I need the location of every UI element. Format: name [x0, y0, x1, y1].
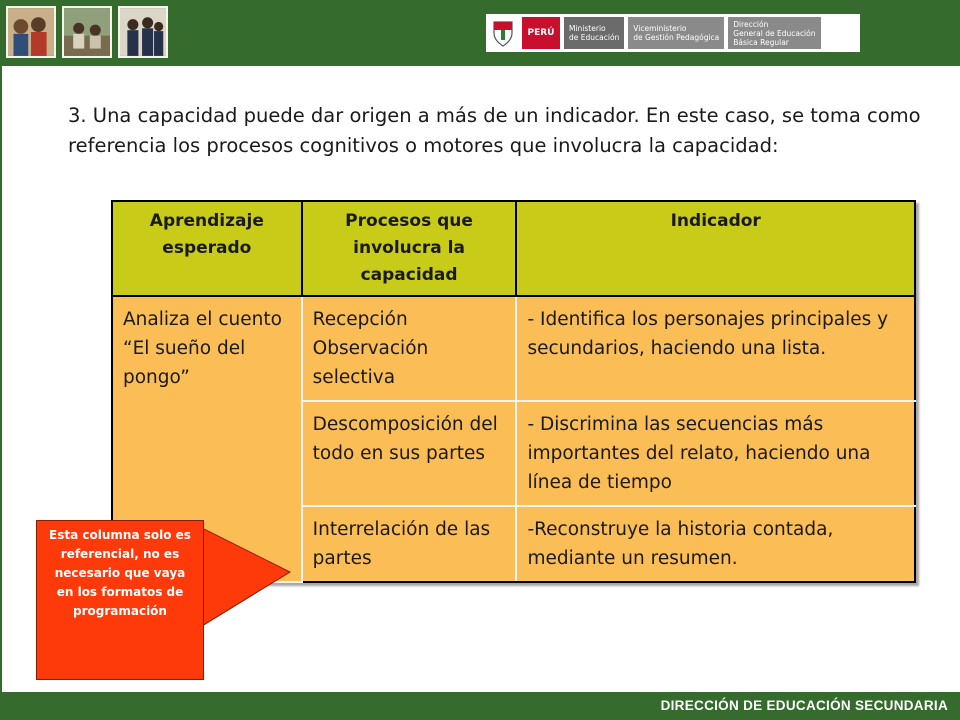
process-cell: Descomposición del todo en sus partes	[302, 401, 517, 506]
table-row	[112, 296, 915, 401]
ministry-line-2: de Educación	[569, 33, 620, 42]
coat-of-arms-icon	[486, 14, 520, 52]
vice-ministry-label	[628, 17, 724, 49]
capacity-table	[111, 200, 916, 583]
callout-pointer-arrow	[202, 528, 294, 638]
ministry-line-1: Ministerio	[569, 24, 606, 33]
header-learning: Aprendizaje esperado	[112, 201, 302, 296]
learning-cell: Analiza el cuento “El sueño del pongo”	[112, 296, 302, 582]
indicator-cell: -Reconstruye la historia contada, mediante un resumen.	[516, 506, 915, 582]
ministry-logo-banner	[486, 14, 860, 52]
callout-note: Esta columna solo es referencial, no es necesario que vaya en los formatos de programación	[36, 520, 204, 680]
process-cell: Interrelación de las partes	[302, 506, 517, 582]
peru-label: PERÚ	[522, 17, 560, 49]
footer-bar	[0, 692, 960, 720]
direction-label	[728, 17, 820, 49]
direction-line-2: General de Educación	[733, 28, 816, 38]
header-bar	[0, 0, 960, 66]
intro-paragraph: 3. Una capacidad puede dar origen a más de un indicador. En este caso, se toma como referencia los procesos cognitivos o motores que involucra la capacidad:	[68, 104, 921, 157]
students-photo-3	[118, 6, 168, 58]
left-border-line	[0, 66, 2, 692]
header-processes: Procesos que involucra la capacidad	[302, 201, 517, 296]
students-photo-1	[6, 6, 56, 58]
direction-line-3: Básica Regular	[733, 37, 789, 47]
footer-label: DIRECCIÓN DE EDUCACIÓN SECUNDARIA	[660, 698, 948, 713]
students-photo-2	[62, 6, 112, 58]
ministry-label	[564, 17, 624, 49]
process-cell: Recepción Observación selectiva	[302, 296, 517, 401]
vice-ministry-line-1: Viceministerio	[633, 24, 687, 33]
header-indicator: Indicador	[516, 201, 915, 296]
indicator-cell: - Discrimina las secuencias más importantes del relato, haciendo una línea de tiempo	[516, 401, 915, 506]
table-header-row	[112, 201, 915, 296]
vice-ministry-line-2: de Gestión Pedagógica	[633, 33, 720, 42]
indicator-cell: - Identifica los personajes principales y secundarios, haciendo una lista.	[516, 296, 915, 401]
direction-line-1: Dirección	[733, 19, 769, 29]
